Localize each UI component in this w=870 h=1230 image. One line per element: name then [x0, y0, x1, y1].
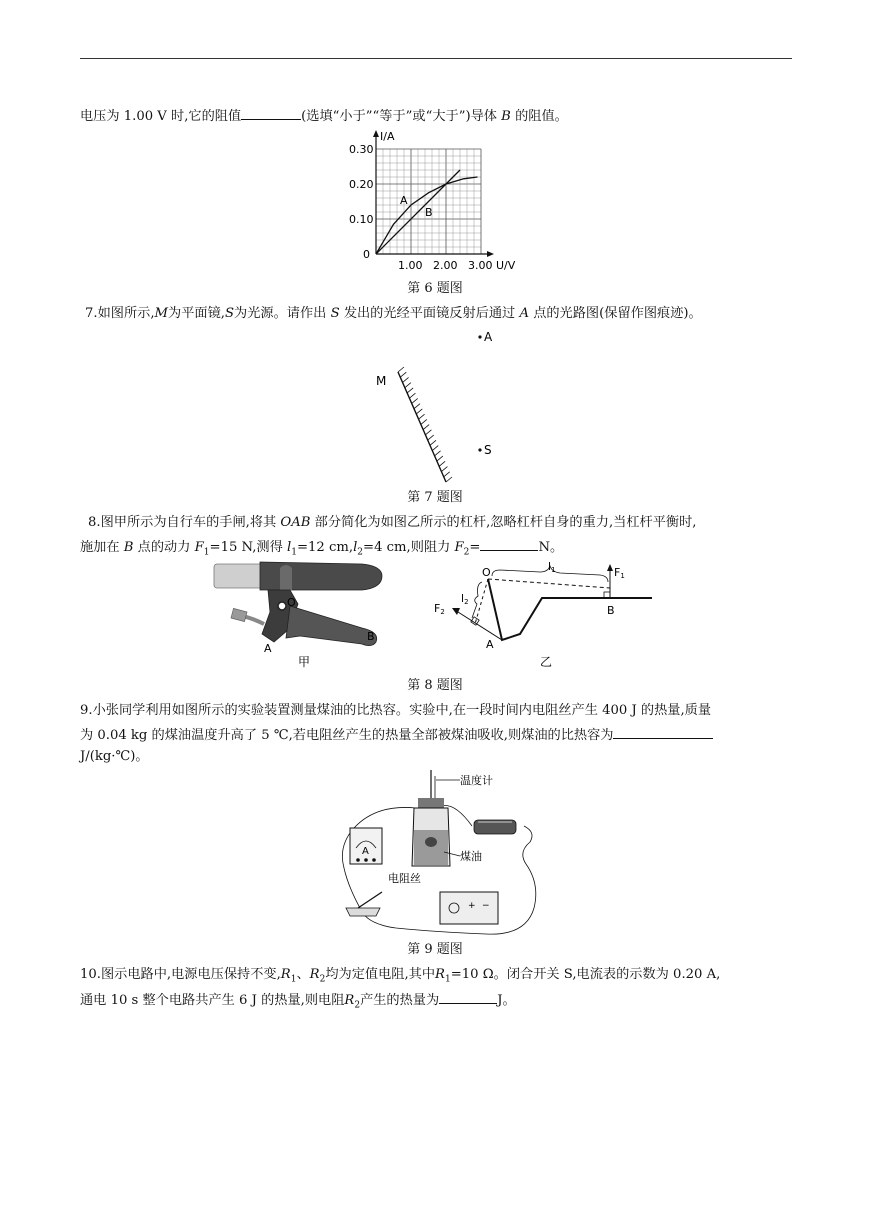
- q8-lever-diagram: [430, 560, 660, 672]
- y-tick-label-0.10: 0.10: [349, 213, 374, 226]
- y-tick-label-0.30: 0.30: [349, 143, 374, 156]
- q10-l1-r1b-sub: 1: [444, 974, 451, 985]
- diagram-label-f2: F2: [434, 602, 445, 616]
- diagram-label-o: O: [482, 566, 491, 579]
- x-axis-label: U/V: [496, 259, 516, 272]
- thermometer-label: 温度计: [460, 774, 493, 787]
- q8-l2-l1-sub: 1: [291, 547, 297, 558]
- q6-text: [80, 106, 568, 126]
- q8-l2-c: 点的动力: [137, 540, 191, 555]
- hatch-mark: [432, 446, 438, 451]
- y-axis-label: I/A: [380, 130, 395, 143]
- q8-l2-g: =: [469, 540, 481, 555]
- q10-l2-r2: R: [344, 993, 355, 1008]
- q8-l1-a: 8.图甲所示为自行车的手闸,将其: [88, 515, 277, 530]
- q6-text-b: (选填“小于”“等于”或“大于”)导体: [301, 109, 497, 124]
- q7-text-t2: 为光源。请作出: [234, 306, 327, 321]
- hatch-mark: [409, 393, 415, 398]
- q10-l2-b: 产生的热量为: [360, 993, 440, 1008]
- x-tick-label-2.00: 2.00: [433, 259, 458, 272]
- hatch-mark: [441, 467, 447, 472]
- q8-l2-f1-sub: 1: [203, 547, 210, 558]
- hatch-mark: [435, 451, 441, 456]
- q10-l2-r2-sub: 2: [354, 1000, 361, 1011]
- q7-text-s2: S: [330, 306, 340, 321]
- point-s-label: S: [484, 443, 492, 457]
- q7-text-t4: 点的光路图(保留作图痕迹)。: [533, 306, 702, 321]
- diagram-label-l2: l2: [461, 592, 469, 606]
- hatch-mark: [416, 409, 422, 414]
- ammeter-terminal-2: [364, 858, 368, 862]
- hatch-mark: [400, 372, 406, 377]
- kerosene-label: 煤油: [460, 850, 482, 863]
- diagram-label-a: A: [486, 638, 494, 651]
- x-tick-label-1.00: 1.00: [398, 259, 423, 272]
- fig-yi-label: 乙: [540, 655, 553, 669]
- hatch-mark: [444, 472, 450, 477]
- hatch-mark: [439, 461, 445, 466]
- cable-end: [231, 608, 247, 621]
- switch-base: [346, 908, 380, 916]
- q8-l2-f2: F: [454, 540, 464, 555]
- hatch-mark: [430, 440, 436, 445]
- hatch-mark: [412, 398, 418, 403]
- q8-l2-l2: l: [353, 540, 358, 555]
- y-axis-arrow: [373, 130, 379, 137]
- q6-text-d: 的阻值。: [515, 109, 568, 124]
- q7-text-n: 7.如图所示,: [85, 306, 155, 321]
- lever-label-a: A: [264, 642, 272, 655]
- pivot-o: [278, 602, 286, 610]
- hatch-mark: [398, 367, 404, 372]
- series-a-label: A: [400, 194, 408, 207]
- q8-caption: 第 8 题图: [407, 678, 463, 693]
- hatch-mark: [428, 435, 434, 440]
- f2-arrow: [458, 612, 502, 640]
- hatch-mark: [407, 388, 413, 393]
- hatch-mark: [403, 377, 409, 382]
- q10-l1-r1: R: [280, 967, 291, 982]
- q8-answer-blank[interactable]: [480, 537, 538, 551]
- x-axis-arrow: [487, 251, 494, 257]
- q7-caption: 第 7 题图: [407, 490, 463, 505]
- q8-l2-e: =12 cm,: [296, 540, 354, 555]
- stopper: [418, 798, 444, 808]
- q6-answer-blank[interactable]: [241, 106, 301, 120]
- mirror-label: M: [376, 374, 387, 388]
- q10-l1-b: 、: [296, 967, 310, 982]
- diagram-label-l1: l1: [548, 560, 556, 574]
- handle-grip: [260, 562, 382, 590]
- kerosene-liquid: [414, 830, 448, 865]
- q8-l1-b: OAB: [280, 515, 311, 530]
- q10-l1-d: =10 Ω。闭合开关 S,电流表的示数为 0.20 A,: [450, 967, 721, 982]
- q6-caption: 第 6 题图: [407, 281, 463, 296]
- q8-brake-lever-figure: [212, 560, 392, 672]
- q10-l1-r2: R: [309, 967, 320, 982]
- ammeter-label: A: [362, 846, 369, 857]
- q8-l1-c: 部分简化为如图乙所示的杠杆,忽略杠杆自身的重力,当杠杆平衡时,: [314, 515, 697, 530]
- hatch-mark: [425, 430, 431, 435]
- l1-extension-line: [488, 579, 610, 588]
- q7-text-t1: 为平面镜,: [168, 306, 225, 321]
- q8-l2-l2-sub: 2: [357, 547, 364, 558]
- ammeter-terminal-1: [356, 858, 360, 862]
- q10-l1-r2-sub: 2: [319, 974, 326, 985]
- l2-brace: [472, 582, 482, 618]
- lever-outline: [488, 579, 652, 640]
- q6-text-a: 电压为 1.00 V 时,它的阻值: [80, 109, 242, 124]
- l2-perpendicular: [475, 579, 488, 624]
- series-b-label: B: [425, 206, 433, 219]
- ammeter-terminal-3: [372, 858, 376, 862]
- mirror-line: [398, 372, 446, 482]
- q10-l1-r1-sub: 1: [290, 974, 297, 985]
- grip-clamp: [280, 565, 292, 590]
- mirror-hatching: [398, 367, 452, 482]
- y-tick-label-0.20: 0.20: [349, 178, 374, 191]
- hatch-mark: [414, 404, 420, 409]
- q8-l2-d: =15 N,测得: [209, 540, 283, 555]
- q10-l1-c: 均为定值电阻,其中: [325, 967, 436, 982]
- hatch-mark: [437, 456, 443, 461]
- lever-arm: [286, 606, 377, 646]
- q8-l2-f1: F: [194, 540, 204, 555]
- q7-text-t3: 发出的光经平面镜反射后通过: [343, 306, 516, 321]
- q7-text-m: M: [154, 306, 169, 321]
- q6-iu-chart: [340, 128, 530, 274]
- q10-line1: [80, 966, 720, 989]
- q9-line1: 9.小张同学利用如图所示的实验装置测量煤油的比热容。实验中,在一段时间内电阻丝产生 400 J 的热量,质量: [80, 703, 712, 718]
- q6-text-c: B: [501, 109, 511, 124]
- q8-l2-f2-sub: 2: [463, 547, 470, 558]
- f1-arrowhead: [607, 564, 613, 571]
- q9-line2-text: 为 0.04 kg 的煤油温度升高了 5 ℃,若电阻丝产生的热量全部被煤油吸收,则煤油的比热容为: [80, 728, 614, 743]
- heating-wire: [425, 837, 437, 847]
- point-a-dot: [478, 335, 481, 338]
- hatch-mark: [419, 414, 425, 419]
- q7-mirror-figure: [370, 328, 510, 488]
- point-s-dot: [478, 448, 481, 451]
- q7-text: [85, 305, 702, 323]
- q9-apparatus-figure: [336, 768, 546, 940]
- point-a-label: A: [484, 330, 493, 344]
- lever-label-b: B: [367, 630, 375, 643]
- q8-line1: [88, 514, 696, 532]
- q9-caption: 第 9 题图: [407, 942, 463, 957]
- q7-text-a: A: [519, 306, 529, 321]
- origin-label: 0: [363, 248, 370, 261]
- header-rule: [80, 58, 792, 59]
- power-minus-symbol: −: [482, 901, 490, 911]
- x-tick-label-3.00: 3.00: [468, 259, 493, 272]
- hatch-mark: [421, 419, 427, 424]
- q10-l1-r1b: R: [435, 967, 445, 982]
- q8-l2-h: N。: [538, 540, 564, 555]
- q10-l2-c: J。: [497, 993, 516, 1008]
- q9-line3: J/(kg·℃)。: [80, 749, 149, 764]
- q10-l2-a: 通电 10 s 整个电路共产生 6 J 的热量,则电阻: [80, 993, 345, 1008]
- q9-answer-blank[interactable]: [613, 725, 713, 739]
- q8-l2-f: =4 cm,则阻力: [363, 540, 451, 555]
- switch-blade: [358, 892, 382, 908]
- hatch-mark: [405, 383, 411, 388]
- q8-l2-l1: l: [287, 540, 292, 555]
- hatch-mark: [423, 425, 429, 430]
- q9-line2: [80, 725, 713, 745]
- f2-arrowhead: [452, 608, 460, 615]
- resistor-label: 电阻丝: [388, 872, 421, 885]
- q10-line2: [80, 990, 516, 1015]
- power-plus-symbol: +: [468, 901, 476, 911]
- q10-l1-a: 10.图示电路中,电源电压保持不变,: [80, 967, 281, 982]
- q10-answer-blank[interactable]: [439, 990, 497, 1004]
- q7-text-s: S: [225, 306, 235, 321]
- fig-jia-label: 甲: [298, 655, 311, 669]
- q8-l2-b: B: [123, 540, 134, 555]
- diagram-label-b: B: [607, 604, 615, 617]
- diagram-label-f1: F1: [614, 566, 625, 580]
- lever-label-o: O: [287, 596, 296, 609]
- q8-l2-a: 施加在: [80, 540, 120, 555]
- hatch-mark: [446, 477, 452, 482]
- q8-line2: [80, 537, 563, 562]
